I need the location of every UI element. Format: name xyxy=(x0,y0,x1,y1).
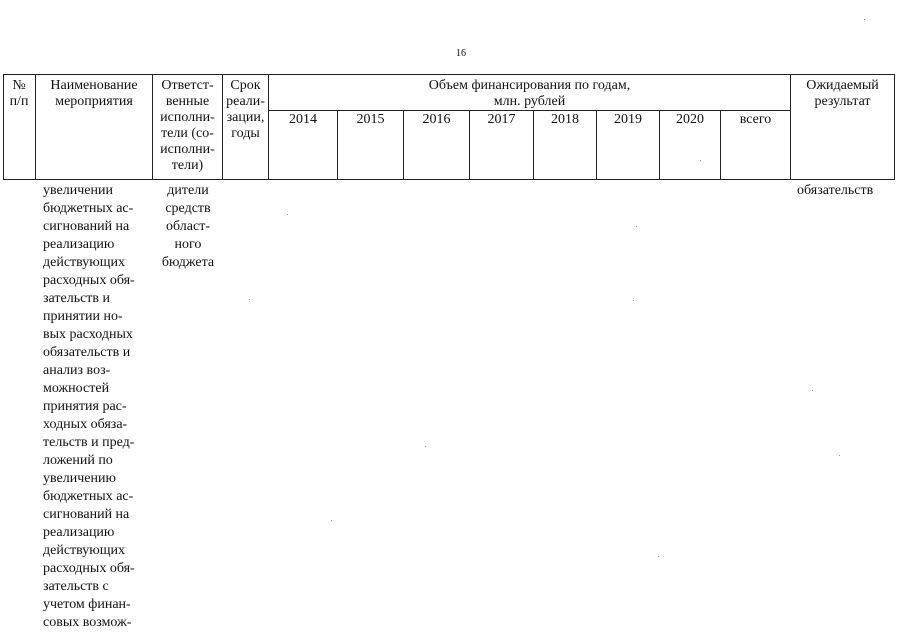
body-responsible-cell: дители средств област- ного бюджета xyxy=(161,183,215,270)
scan-speck xyxy=(700,160,701,161)
header-num: № п/п xyxy=(9,78,29,109)
header-funding: Объем финансирования по годам, млн. рублей xyxy=(428,78,631,109)
scan-speck xyxy=(331,520,332,521)
funding-subheader-divider xyxy=(268,110,790,111)
scan-speck xyxy=(425,446,426,447)
header-responsible: Ответст- венные исполни- тели (со- исполни- тели) xyxy=(160,78,215,173)
scan-speck xyxy=(864,19,865,20)
header-result: Ожидаемый результат xyxy=(806,78,879,109)
year-2015: 2015 xyxy=(356,112,385,127)
scan-speck xyxy=(812,390,813,391)
table-right-border xyxy=(894,74,895,180)
year-total: всего xyxy=(739,112,772,127)
body-result-cell: обязательств xyxy=(797,183,874,198)
scan-speck xyxy=(287,214,288,215)
scan-speck xyxy=(658,556,659,557)
table-top-border xyxy=(3,74,894,75)
scan-speck xyxy=(249,299,250,300)
year-2020: 2020 xyxy=(676,112,704,127)
scan-speck xyxy=(636,226,637,227)
year-2019: 2019 xyxy=(614,112,642,127)
header-name: Наименование мероприятия xyxy=(50,78,138,109)
body-name-cell: увеличении бюджетных ас- сигнований на реализацию действующих расходных обя- зательств и принятии но- вых расходных обязательств и анализ воз- можностей принятия рас- ходных обяза- тельств и пред- ложений по увеличению бюджетных ас- сигнований на реализацию действующих расходных обя- зательств с учетом финан- совых возмож- xyxy=(43,183,135,630)
table-header-bottom-border xyxy=(3,179,894,180)
year-2017: 2017 xyxy=(487,112,516,127)
header-term: Срок реали- зации, годы xyxy=(226,78,265,141)
page-number: 16 xyxy=(456,48,466,59)
scan-speck xyxy=(839,455,840,456)
year-2016: 2016 xyxy=(422,112,451,127)
scan-speck xyxy=(633,300,634,301)
year-2014: 2014 xyxy=(289,112,317,127)
year-2018: 2018 xyxy=(551,112,579,127)
